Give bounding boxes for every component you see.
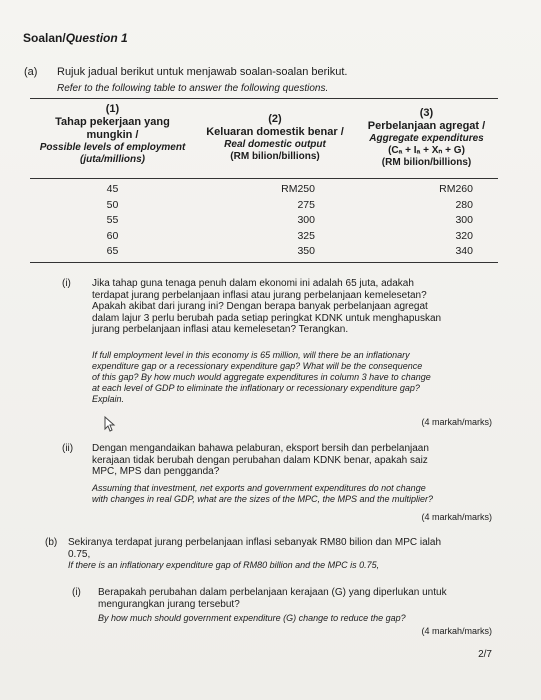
cell-employment: 65 bbox=[106, 245, 119, 257]
cell-expenditure: 300 bbox=[455, 214, 473, 226]
table-row bbox=[30, 244, 498, 260]
cell-output: RM250 bbox=[281, 183, 315, 195]
table-top-rule bbox=[30, 98, 498, 99]
cell-output: 325 bbox=[297, 229, 315, 242]
q-i-english: If full employment level in this economy is 65 million, will there be an inflationary expenditure gap or a recessionary expenditure gap? What will be the consequence of this gap? By how much would aggregate expenditures in column 3 have to change at each level of GDP to eliminate the inflationary or recessionary expenditure gap? Explain. bbox=[92, 350, 431, 404]
table-row bbox=[30, 213, 498, 229]
q-ii-marks: (4 markah/marks) bbox=[421, 512, 492, 522]
part-b-label: (b) bbox=[45, 537, 58, 548]
cell-employment: 45 bbox=[106, 183, 119, 195]
cell-employment: 55 bbox=[106, 214, 119, 226]
table-row bbox=[30, 198, 498, 214]
question-heading: Soalan/Question 1 bbox=[23, 31, 128, 45]
col1-header: (1) Tahap pekerjaan yang mungkin / Possible levels of employment (juta/millions) bbox=[39, 103, 186, 165]
part-a-instruction-english: Refer to the following table to answer the following questions. bbox=[57, 83, 329, 94]
col3-header: (3) Perbelanjaan agregat / Aggregate expenditures (Cₐ + Iₐ + Xₙ + G) (RM bilion/billions) bbox=[367, 107, 486, 168]
q-i-label: (i) bbox=[62, 278, 71, 289]
table-bottom-rule bbox=[30, 262, 498, 263]
col2-header: (2) Keluaran domestik benar / Real domestic output (RM bilion/billions) bbox=[206, 113, 344, 162]
part-b-marks: (4 markah/marks) bbox=[421, 626, 492, 636]
q-i-marks: (4 markah/marks) bbox=[421, 417, 492, 427]
table-row bbox=[30, 182, 498, 198]
part-b-q-malay: Berapakah perubahan dalam perbelanjaan kerajaan (G) yang diperlukan untuk mengurangkan jurang tersebut? bbox=[98, 587, 447, 610]
page-number: 2/7 bbox=[478, 649, 492, 660]
cell-expenditure: 340 bbox=[455, 245, 473, 257]
q-ii-label: (ii) bbox=[62, 443, 74, 454]
q-ii-english: Assuming that investment, net exports and government expenditures do not change with changes in real GDP, what are the sizes of the MPC, the MPS and the multiplier? bbox=[92, 483, 434, 504]
q-ii-malay: Dengan mengandaikan bahawa pelaburan, eksport bersih dan perbelanjaan kerajaan tidak berubah dengan perubahan dalam KDNK benar, apakah saiz MPC, MPS dan pengganda? bbox=[92, 443, 429, 477]
cell-expenditure: RM260 bbox=[439, 183, 473, 195]
cell-output: 300 bbox=[297, 214, 315, 226]
part-b-q-english: By how much should government expenditure (G) change to reduce the gap? bbox=[98, 613, 406, 623]
cell-employment: 60 bbox=[106, 229, 119, 242]
table-row bbox=[30, 229, 498, 245]
part-a-label: (a) bbox=[24, 66, 38, 78]
q-i-malay: Jika tahap guna tenaga penuh dalam ekonomi ini adalah 65 juta, adakah terdapat jurang perbelanjaan inflasi atau jurang perbelanjaan kemelesetan? Apakah akibat dari jurang ini? Dengan berapa banyak perbelanjaan agregat dalam lajur 3 perlu berubah pada setiap peringkat KDNK untuk menghapuskan jurang perbelanjaan inflasi atau kemelesetan? Terangkan. bbox=[92, 278, 442, 335]
part-b-statement: Sekiranya terdapat jurang perbelanjaan inflasi sebanyak RM80 bilion dan MPC ialah 0.75, If there is an inflationary expenditure gap of RM80 billion and the MPC is 0.75, bbox=[68, 537, 442, 570]
cursor-icon bbox=[98, 414, 118, 434]
cell-employment: 50 bbox=[106, 198, 119, 211]
part-b-q-label: (i) bbox=[72, 587, 81, 598]
cell-expenditure: 320 bbox=[455, 229, 473, 242]
part-a-instruction-malay: Rujuk jadual berikut untuk menjawab soalan-soalan berikut. bbox=[57, 66, 348, 78]
table-header-rule bbox=[30, 178, 498, 179]
cell-expenditure: 280 bbox=[455, 198, 473, 211]
cell-output: 275 bbox=[297, 198, 315, 211]
cell-output: 350 bbox=[297, 245, 315, 257]
